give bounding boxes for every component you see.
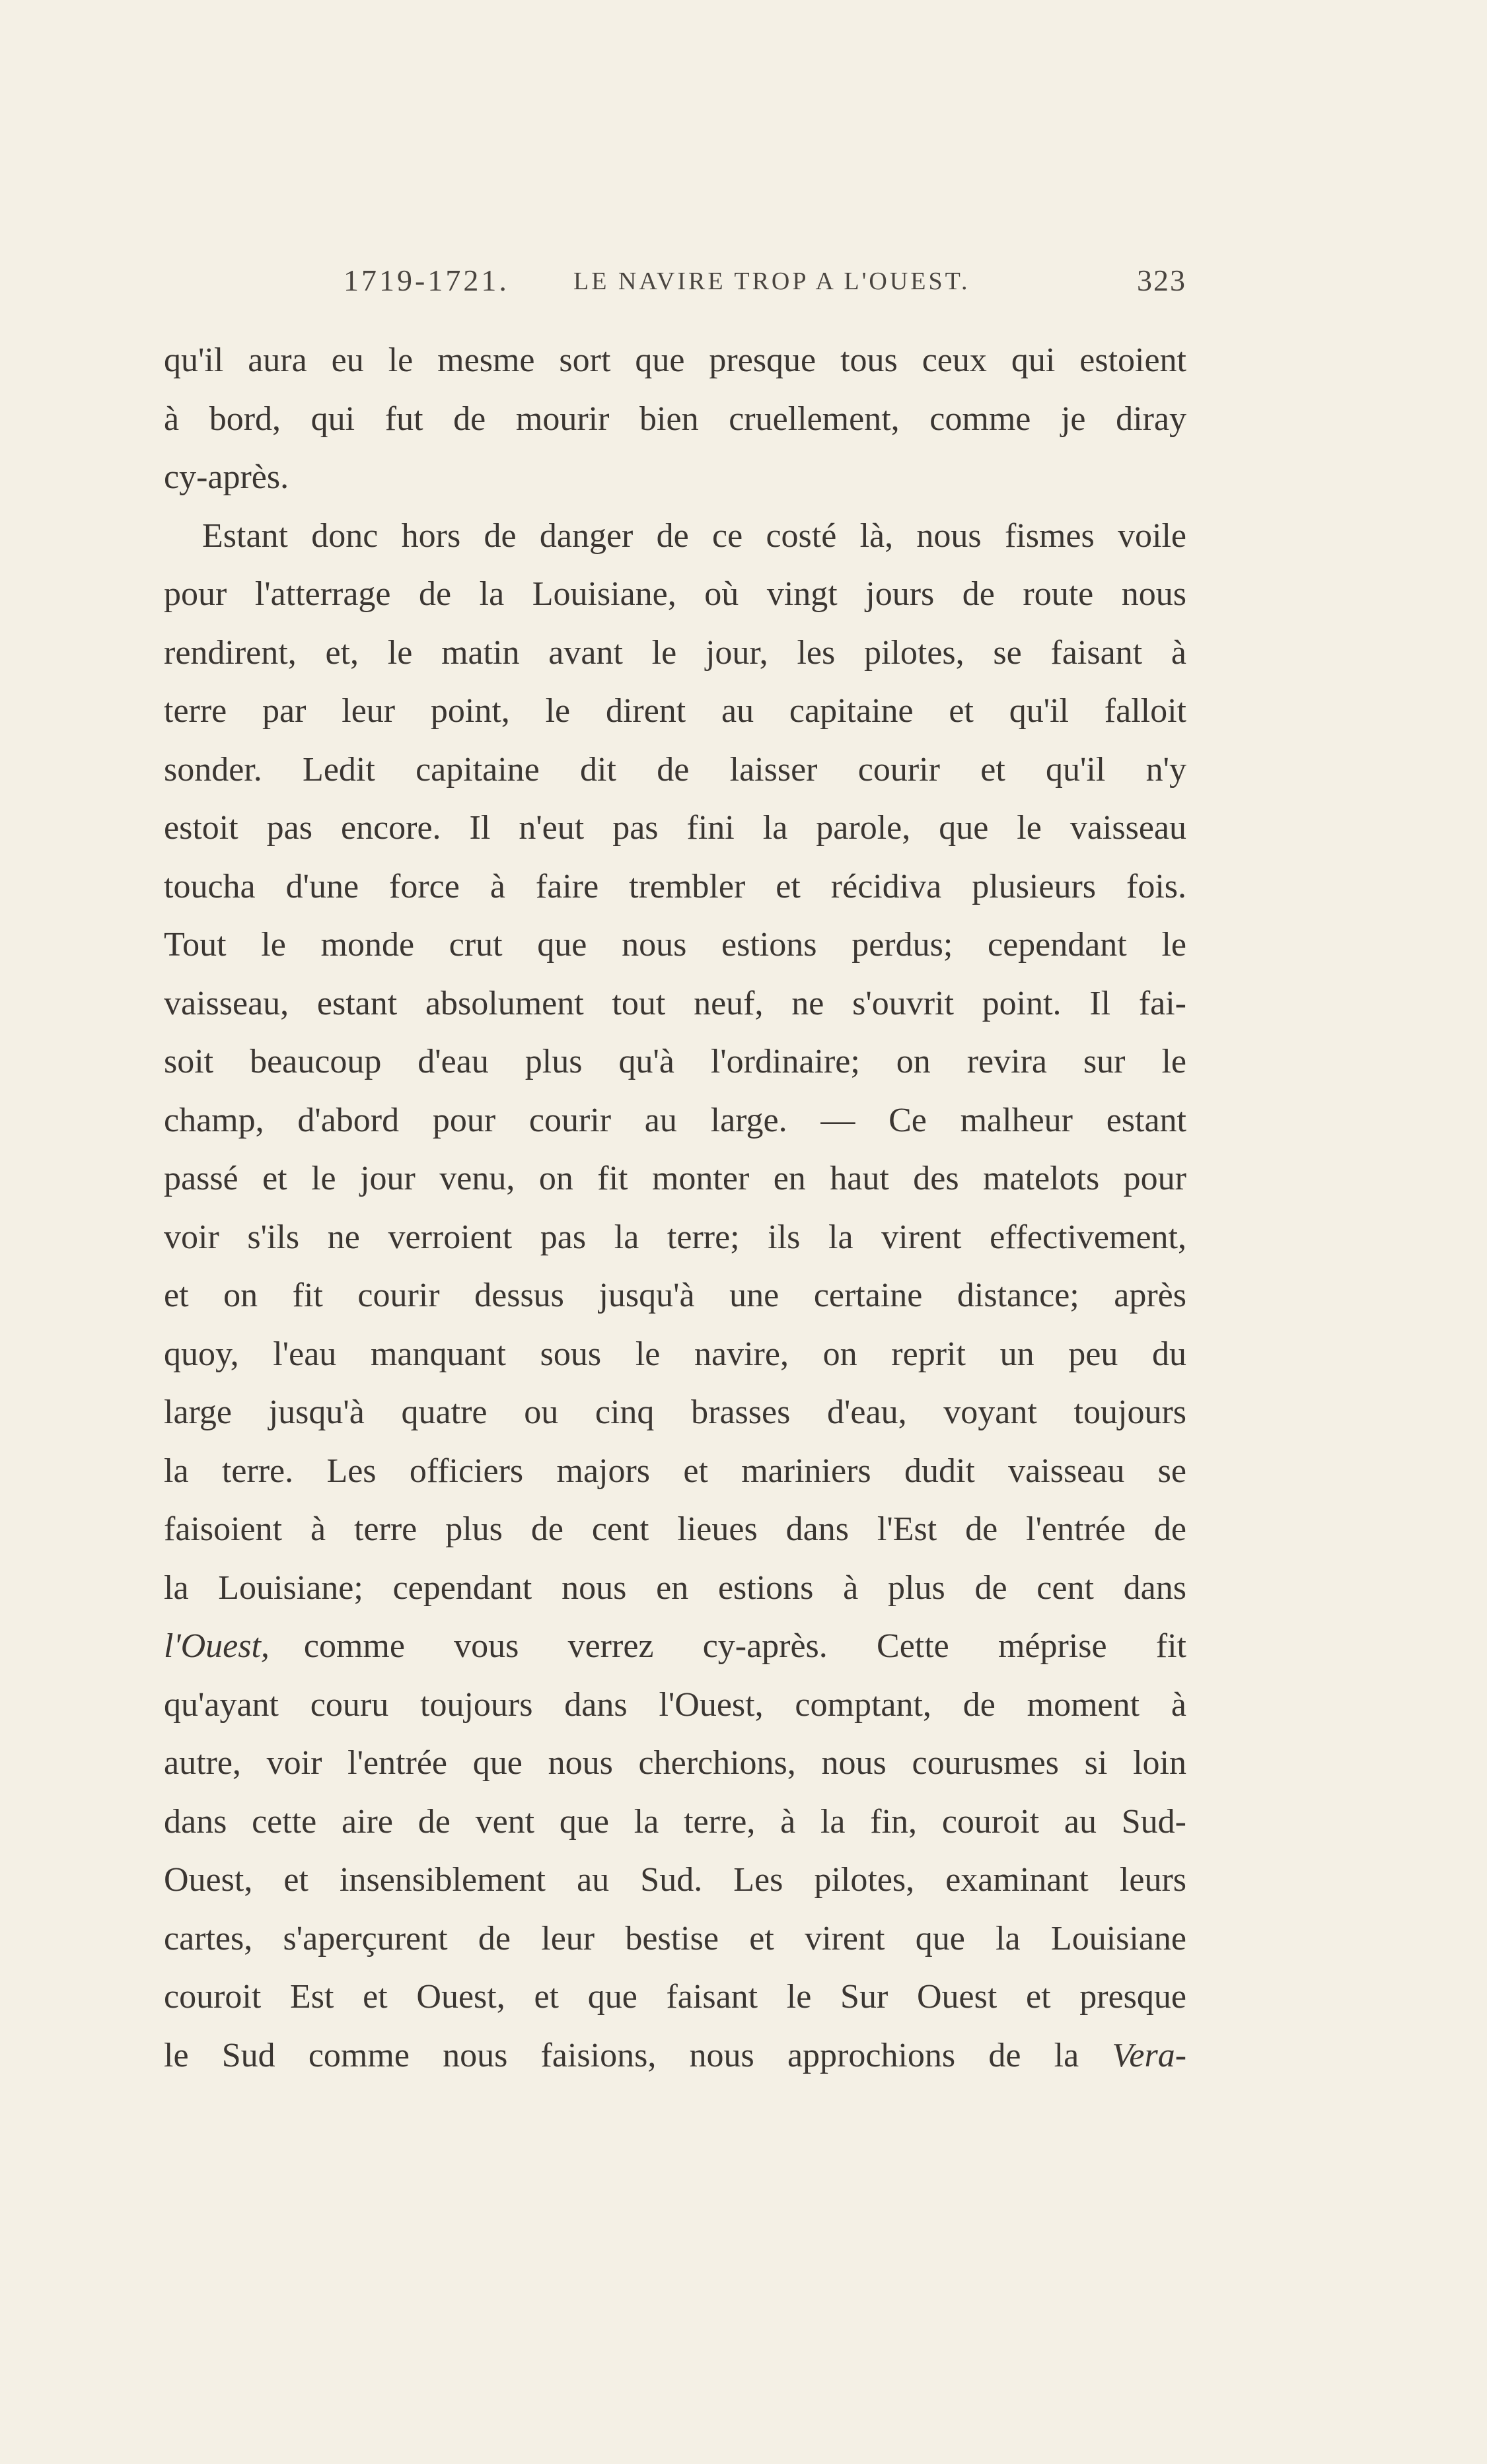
text-line: quoy, l'eau manquant sous le navire, on reprit un peu du <box>164 1335 1186 1373</box>
text-line-with-italic <box>164 2027 1186 2086</box>
text-line: Ouest, et insensiblement au Sud. Les pilotes, examinant leurs <box>164 1861 1186 1899</box>
text-line: vaisseau, estant absolument tout neuf, ne s'ouvrit point. Il fai- <box>164 984 1186 1022</box>
text-line: faisoient à terre plus de cent lieues dans l'Est de l'entrée de <box>164 1510 1186 1548</box>
text-line: qu'ayant couru toujours dans l'Ouest, comptant, de moment à <box>164 1685 1186 1724</box>
header-years: 1719-1721. <box>344 264 509 297</box>
body-text <box>164 332 1186 2085</box>
text-line: terre par leur point, le dirent au capitaine et qu'il falloit <box>164 692 1186 730</box>
text-line: cartes, s'aperçurent de leur bestise et virent que la Louisiane <box>164 1919 1186 1957</box>
text-line: voir s'ils ne verroient pas la terre; ils la virent effectivement, <box>164 1218 1186 1256</box>
page-number: 323 <box>1137 264 1186 297</box>
text-line: la terre. Les officiers majors et mariniers dudit vaisseau se <box>164 1452 1186 1490</box>
text-line: sonder. Ledit capitaine dit de laisser courir et qu'il n'y <box>164 750 1186 789</box>
text-line: Estant donc hors de danger de ce costé là, nous fismes voile <box>202 516 1186 555</box>
text-line: à bord, qui fut de mourir bien cruellement, comme je diray <box>164 400 1186 438</box>
text-line-rest: comme vous verrez cy-après. Cette méprise fit <box>303 1627 1186 1665</box>
text-line: estoit pas encore. Il n'eut pas fini la parole, que le vaisseau <box>164 809 1186 847</box>
text-line: large jusqu'à quatre ou cinq brasses d'eau, voyant toujours <box>164 1393 1186 1431</box>
text-line: dans cette aire de vent que la terre, à la fin, couroit au Sud- <box>164 1802 1186 1841</box>
text-line: couroit Est et Ouest, et que faisant le Sur Ouest et presque <box>164 1978 1186 2016</box>
text-line: champ, d'abord pour courir au large. — Ce malheur estant <box>164 1101 1186 1139</box>
text-line: soit beaucoup d'eau plus qu'à l'ordinaire; on revira sur le <box>164 1043 1186 1080</box>
text-line-with-italic <box>164 1617 1186 1676</box>
text-line: cy-après. <box>164 458 289 496</box>
running-header <box>164 263 1186 309</box>
text-line: pour l'atterrage de la Louisiane, où vingt jours de route nous <box>164 575 1186 613</box>
text-line: et on fit courir dessus jusqu'à une certaine distance; après <box>164 1277 1186 1314</box>
italic-ouest: l'Ouest, <box>164 1627 270 1665</box>
text-line: autre, voir l'entrée que nous cherchions, nous courusmes si loin <box>164 1744 1186 1782</box>
text-line: Tout le monde crut que nous estions perdus; cependant le <box>164 926 1186 964</box>
text-line: la Louisiane; cependant nous en estions à plus de cent dans <box>164 1568 1186 1607</box>
header-title: LE NAVIRE TROP A L'OUEST. <box>573 267 970 295</box>
text-line: toucha d'une force à faire trembler et récidiva plusieurs fois. <box>164 867 1186 905</box>
italic-vera: Vera- <box>1112 2036 1186 2074</box>
text-line-start: le Sud comme nous faisions, nous approchions de la <box>164 2036 1079 2074</box>
text-line: rendirent, et, le matin avant le jour, les pilotes, se faisant à <box>164 633 1186 672</box>
text-line: passé et le jour venu, on fit monter en haut des matelots pour <box>164 1160 1186 1197</box>
text-line: qu'il aura eu le mesme sort que presque tous ceux qui estoient <box>164 341 1186 379</box>
